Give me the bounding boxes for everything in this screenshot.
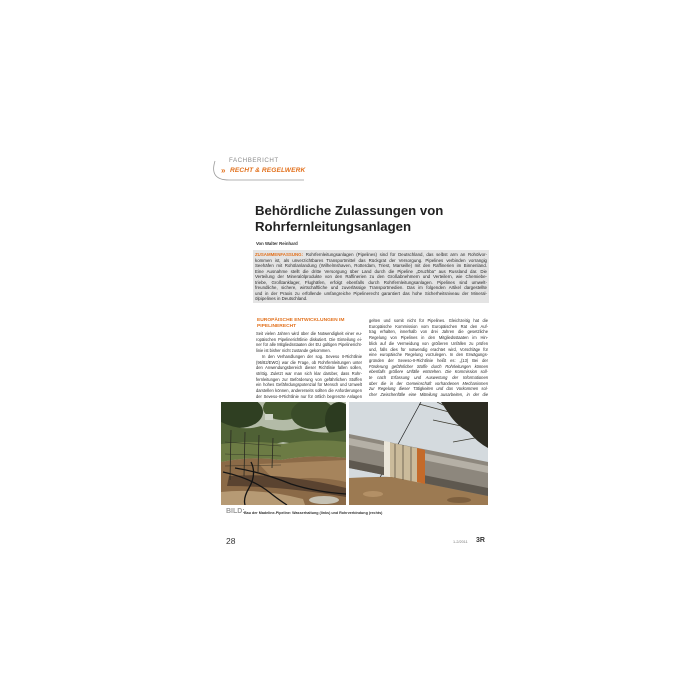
abstract-line-text: Rohrfernleitungsanlagen (Pipelines) sind für Deutschland, das selbst arm an Rohölvor- (305, 252, 487, 257)
left-column-line: In den Verhandlungen der sog. Seveso II-Richtlinie (262, 353, 362, 359)
dirt-clod (363, 491, 383, 497)
sky-gap (265, 414, 273, 420)
right-column-line: über die in der Gemeinschaft vorhandenen Mechanismen (369, 380, 488, 386)
abstract-line-text: Verteilung der Mineralölprodukte von den Raffinerien zu den Großabnehmern und Verteilern, wie Chemiebe- (255, 274, 487, 280)
right-column-line: trag erhalten, innerhalb von drei Jahren die gesetzliche (369, 329, 488, 335)
left-column-line: ner für alle Mitgliedsstaaten der EU gültigen Pipelinericht- (256, 342, 362, 348)
sleeve-band (384, 441, 390, 477)
abstract-box (253, 250, 489, 303)
article-author: Von Walter Reinhard (256, 241, 298, 246)
article-title (255, 203, 495, 234)
abstract-line-text: Seehäfen mit Rohölanlandung (Wilhelmshaven, Rotterdam, Triest, Marseille) mit den Raffinerien im Binnenland. (255, 263, 487, 269)
article-title-line: Rohrfernleitungsanlagen (255, 218, 412, 234)
photo-left (221, 402, 346, 505)
puddle (309, 496, 339, 504)
header-section: RECHT & REGELWERK (230, 167, 306, 174)
abstract-text (255, 252, 487, 302)
left-column-line: der Seveso-II-Richtlinie nur für örtlich begrenzte Anlagen (256, 393, 362, 399)
left-column-line: linie ist bisher nicht zustande gekommen. (256, 348, 331, 354)
abstract-line-text: und in der Praxis zu erfüllende umfangreiche Pipelinerecht garantiert das hohe Sicherheitsniveau der Mineral- (255, 290, 487, 296)
right-column-line: blick auf die Vermeidung von größeren Unfällen zu prüfen (369, 340, 488, 346)
sleeve-band (417, 448, 425, 484)
left-column-line: (96/82/EWG) war die Frage, ob Rohrfernleitungen unter (256, 359, 362, 365)
right-column-line: gelten und somit nicht für Pipelines. Gleichzeitig hat die (369, 318, 488, 323)
right-column-line: und, falls dies für notwendig erachtet wird, Vorschläge für (369, 346, 488, 352)
figure-label: BILD: (226, 508, 245, 515)
right-column-line: te nach Erfassung und Auswertung der Informationen (369, 375, 488, 381)
magazine-logo: 3R (476, 537, 485, 544)
left-column-line: strittig. Zuletzt war man sich klar darüber, dass Rohr- (256, 370, 362, 376)
abstract-line (255, 296, 487, 302)
header-category: FACHBERICHT (229, 157, 279, 164)
right-column-line: Förderung gefährlicher Stoffe durch Rohrleitungen können (369, 363, 488, 369)
left-column-line: den Anwendungsbereich dieser Richtlinie fallen sollen, (256, 365, 362, 371)
dirt-clod (447, 497, 471, 503)
left-column-line: darstellen können, andererseits sollten die Anforderungen (256, 388, 362, 394)
left-column-line: ropäischen Pipelinerichtlinie diskutiert. Die Einteilung ei- (256, 336, 362, 342)
shrink-sleeve (387, 442, 421, 483)
page-number: 28 (226, 536, 236, 546)
figure-caption: Bau der Madeline-Pipeline: Wasserhaltung (links) und Rohrverbindung (rechts) (244, 510, 383, 515)
right-column-line: gründen der Seveso-II-Richtlinie heißt es: „(13) Bei der (369, 357, 488, 363)
abstract-label: ZUSAMMENFASSUNG: (255, 252, 304, 257)
right-column-line: Regelung von Pipelines in den Mitgliedsstaaten im Hin- (369, 335, 488, 341)
header-marker-icon: » (221, 166, 226, 175)
section-heading-line: EUROPÄISCHE ENTWICKLUNGEN IM (257, 318, 345, 323)
abstract-line-text: triebe, Großtanklager, Flughäfen, erfolgt ebenfalls durch Rohrfernleitungsanlagen. Pipelines sind umwelt- (255, 279, 487, 285)
left-column-line: Seit vielen Jahren wird über die Notwendigkeit einer eu- (256, 331, 362, 336)
left-column-line: ein hohes Gefährdungspotenzial für Mensch und Umwelt (256, 382, 362, 388)
section-heading (257, 318, 363, 329)
right-column-line: zur Regelung dieser Tätigkeiten und das Vorkommen sol- (369, 386, 488, 392)
right-column-line: eine europäische Regelung vorzulegen. In den Erwägungs- (369, 352, 488, 358)
issue-number: 1-2/2011 (453, 540, 468, 544)
article-title-line: Behördliche Zulassungen von (255, 203, 444, 218)
abstract-line-text: ölpipelines in Deutschland. (255, 296, 308, 302)
right-column-line: ebenfalls größere Unfälle entstehen. Die Kommission soll- (369, 369, 488, 375)
left-column (256, 331, 362, 399)
abstract-line-text: Eine Ausnahme stellt die dritte Versorgung über Land durch die Pipeline „Druzhba“ aus Russland dar. Die (255, 268, 487, 274)
right-column (369, 318, 488, 398)
abstract-line-text: freundliche, sichere, wirtschaftliche und zuverlässige Transportmedien. Das im folgenden Artikel dargestellte (255, 285, 487, 291)
abstract-line-text: kommen ist, als unverzichtbares Transportmittel das Rückgrat der Versorgung. Pipelines verbinden vorrangig (255, 257, 487, 263)
right-column-line: Europäische Kommission vom Europäischen Rat den Auf- (369, 323, 488, 329)
section-heading-line: PIPELINERECHT (257, 323, 297, 329)
photo-right (349, 402, 488, 505)
right-column-line: cher Zwischenfälle eine Mitteilung ausarbeiten, in der die (369, 392, 488, 398)
left-column-line: fernleitungen zur Beförderung von gefährlichen Stoffen (256, 376, 362, 382)
